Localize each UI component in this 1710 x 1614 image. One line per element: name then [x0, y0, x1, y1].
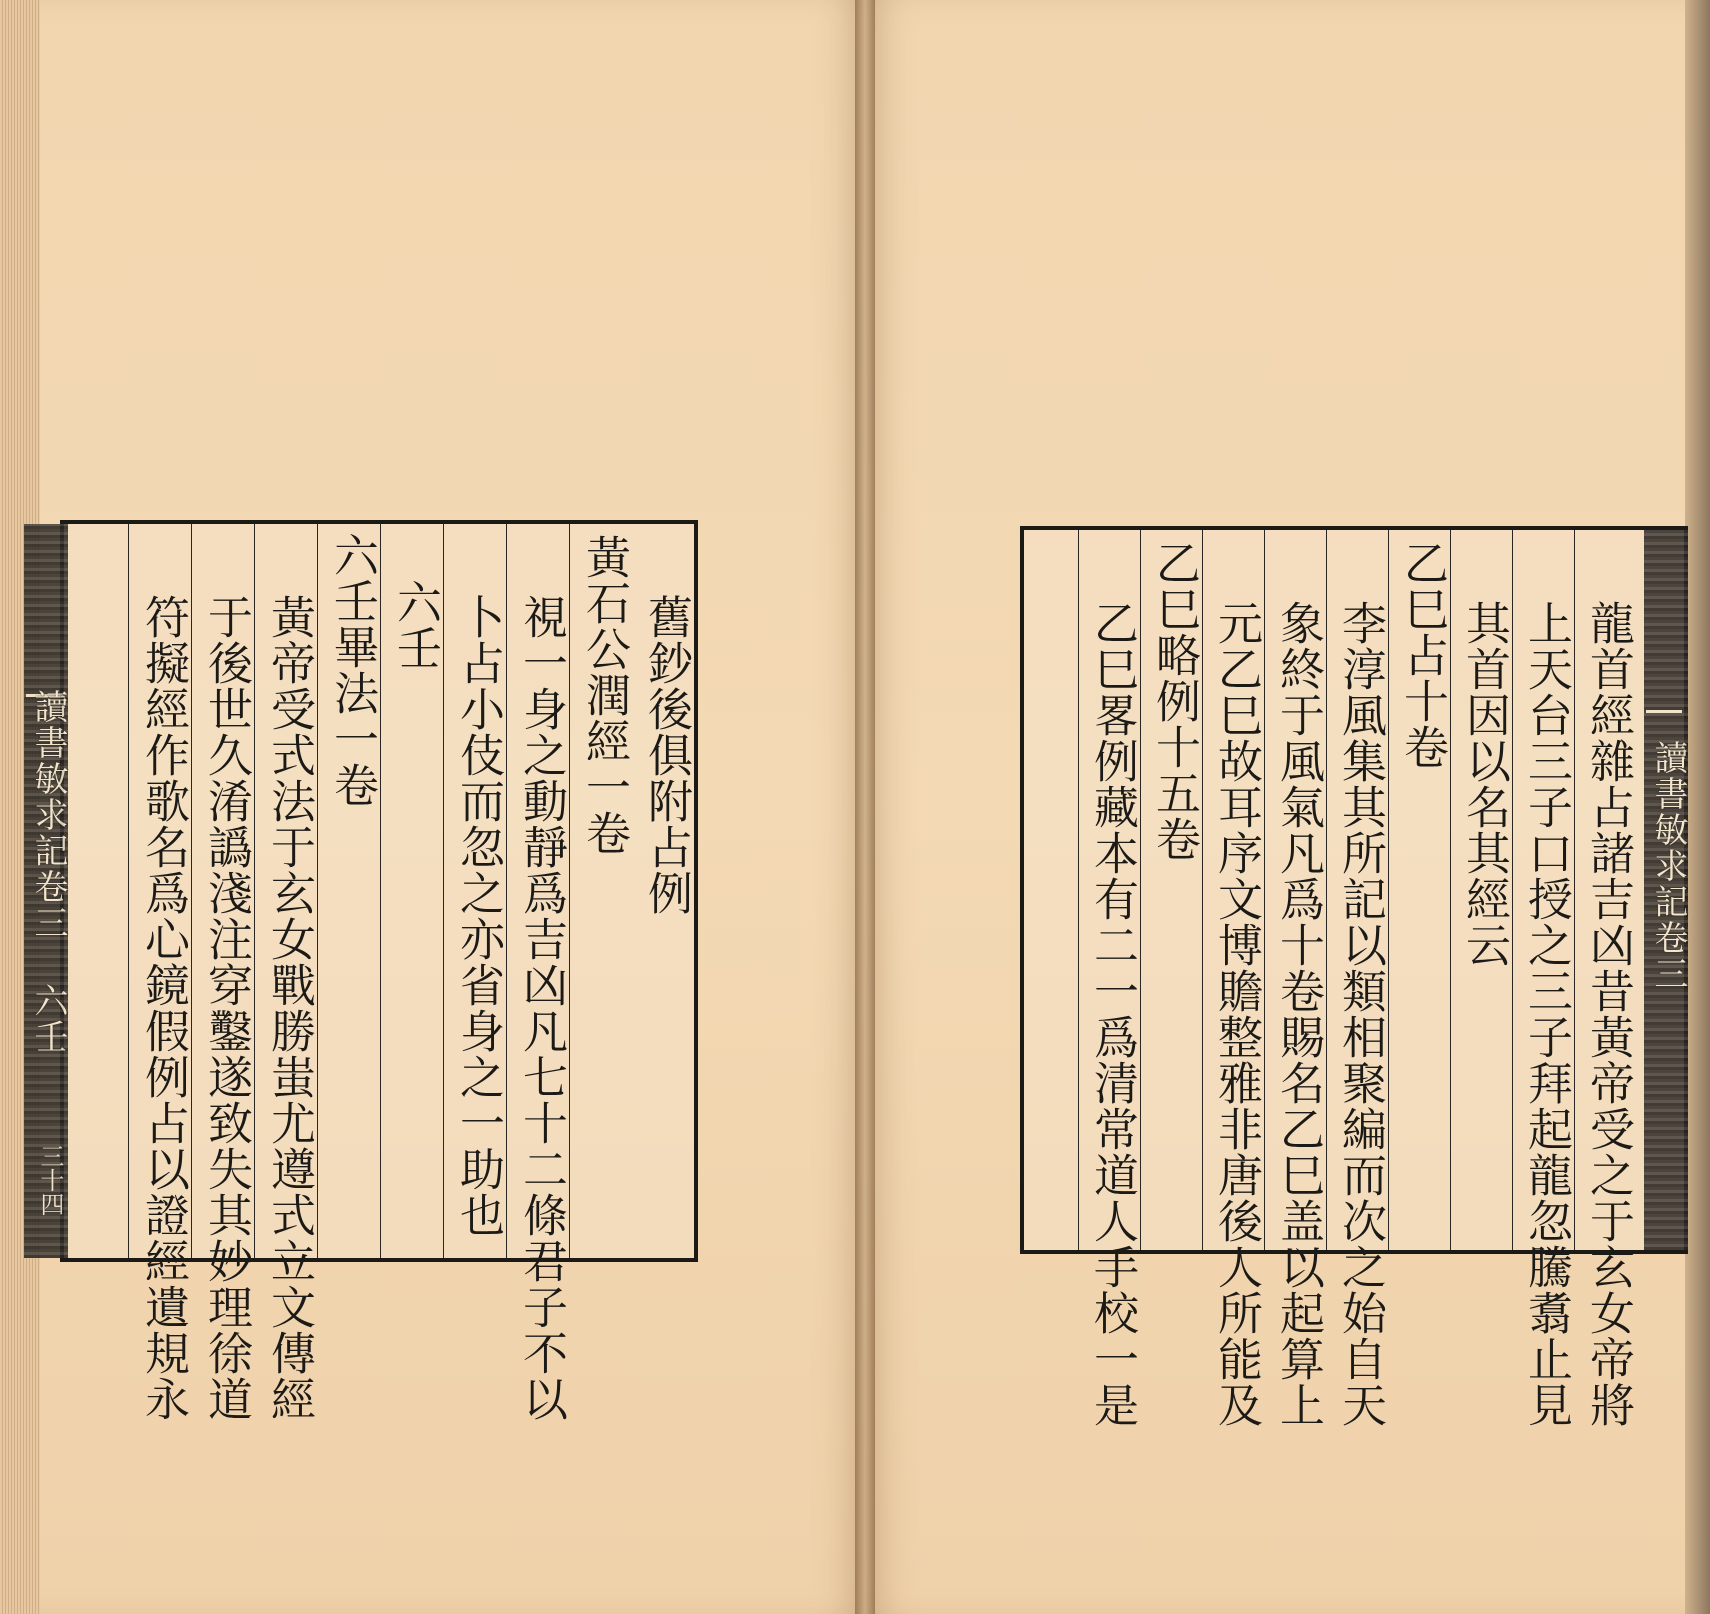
column [1140, 530, 1202, 1250]
right-block-heart [1644, 530, 1688, 1250]
column-text: 六壬 [389, 579, 442, 671]
left-block-heart [24, 524, 68, 1258]
column-text: 黃帝受式法于玄女戰勝蚩尤遵式立文傳經 [263, 594, 316, 1422]
column [254, 524, 317, 1422]
column [191, 524, 254, 1422]
column [1326, 530, 1388, 1428]
column-text: 李淳風集其所記以類相聚編而次之始自天 [1334, 600, 1387, 1428]
column-text: 其首因以名其經云 [1458, 600, 1511, 968]
column [506, 524, 569, 1422]
right-text-frame [1020, 526, 1688, 1428]
column-text: 卜占小伎而忽之亦省身之一助也 [452, 594, 505, 1238]
column [1450, 530, 1512, 1250]
column-text: 乙巳占十卷 [1396, 540, 1449, 770]
book-gutter [855, 0, 875, 1614]
column-text: 視一身之動靜爲吉凶凡七十二條君子不以 [515, 594, 568, 1422]
column-text: 六壬畢法一卷 [326, 532, 379, 808]
column-text: 舊鈔後俱附占例 [640, 594, 693, 916]
column [1512, 530, 1574, 1428]
column [632, 524, 694, 1258]
column-text: 上天台三子口授之三子拜起龍忽騰翥止見 [1520, 600, 1573, 1428]
column-text: 象終于風氣凡爲十卷賜名乙巳盖以起算上 [1272, 600, 1325, 1428]
column [1264, 530, 1326, 1428]
column [443, 524, 506, 1258]
fishtail-mark [1646, 710, 1682, 723]
page-edges-right [1685, 0, 1710, 1614]
column [317, 524, 380, 1258]
left-heart-title: 讀書敏求記卷三 六壬 [28, 689, 68, 1055]
column-text: 乙巳略例十五卷 [1148, 540, 1201, 862]
column [569, 524, 632, 1258]
column [1202, 530, 1264, 1428]
column [1388, 530, 1450, 1250]
left-folio-number: 三十四 [36, 1144, 64, 1216]
column-text: 符擬經作歌名爲心鏡假例占以證經遺規永 [137, 594, 190, 1422]
column [1574, 530, 1636, 1428]
column [380, 524, 443, 1258]
column-text: 乙巳畧例藏本有二一爲清常道人手校一是 [1086, 600, 1139, 1428]
left-text-frame [28, 520, 698, 1422]
column-text: 元乙巳故耳序文博贍整雅非唐後人所能及 [1210, 600, 1263, 1428]
column-text: 于後世久淆譌淺注穿鑿遂致失其妙理徐道 [200, 594, 253, 1422]
column-text: 黃石公潤經一卷 [578, 534, 631, 856]
column [1078, 530, 1140, 1428]
column [128, 524, 191, 1422]
right-heart-title: 讀書敏求記卷三 [1648, 740, 1688, 992]
column-text: 龍首經雜占諸吉凶昔黃帝受之于玄女帝將 [1582, 600, 1635, 1428]
